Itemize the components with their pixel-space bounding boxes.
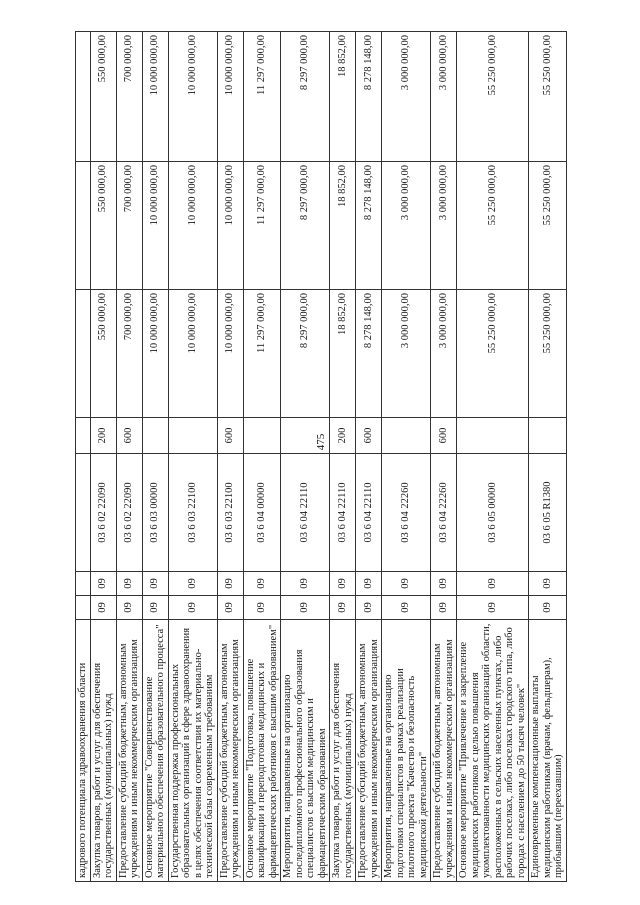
amount-year-3: 10 000 000,00 [142,32,168,162]
amount-year-3: 8 297 000,00 [281,32,330,162]
amount-year-1: 3 000 000,00 [431,290,457,418]
section-code: 09 [168,596,217,620]
target-article-code: 03 6 04 22260 [431,454,457,572]
row-name: Предоставление субсидий бюджетным, автономным учреждениям и иным некоммерческим организациям [116,620,142,882]
expense-type-code: 200 [330,418,356,454]
amount-year-2: 11 297 000,00 [243,162,281,290]
target-article-code: 03 6 05 R1380 [529,454,567,572]
amount-year-1 [76,290,91,418]
expense-type-code [76,418,91,454]
row-name: Предоставление субсидий бюджетным, автономным учреждениям и иным некоммерческим организациям [356,620,382,882]
expense-type-code [142,418,168,454]
amount-year-1: 10 000 000,00 [217,290,243,418]
row-name: Закупка товаров, работ и услуг для обеспечения государственных (муниципальных) нужд [90,620,116,882]
section-code [76,596,91,620]
amount-year-1: 18 852,00 [330,290,356,418]
target-article-code: 03 6 05 00000 [457,454,529,572]
amount-year-1: 55 250 000,00 [529,290,567,418]
budget-table [75,31,567,882]
subsection-code: 09 [243,572,281,596]
expense-type-code: 600 [116,418,142,454]
amount-year-2: 10 000 000,00 [217,162,243,290]
section-code: 09 [382,596,431,620]
subsection-code: 09 [529,572,567,596]
expense-type-code: 600 [356,418,382,454]
amount-year-1: 3 000 000,00 [382,290,431,418]
target-article-code: 03 6 04 00000 [243,454,281,572]
amount-year-3: 3 000 000,00 [382,32,431,162]
subsection-code: 09 [142,572,168,596]
expense-type-code: 600 [431,418,457,454]
amount-year-3: 700 000,00 [116,32,142,162]
subsection-code: 09 [90,572,116,596]
expense-type-code [382,418,431,454]
expense-type-code [243,418,281,454]
row-name: Основное мероприятие "Подготовка, повышение квалификации и переподготовка медицинских и фармацевтических работников с высшим образованием" [243,620,281,882]
page-number: 475 [315,433,327,451]
amount-year-1: 550 000,00 [90,290,116,418]
table-row [330,32,356,882]
amount-year-2: 55 250 000,00 [457,162,529,290]
amount-year-3: 11 297 000,00 [243,32,281,162]
amount-year-3: 8 278 148,00 [356,32,382,162]
row-name: кадрового потенциала здравоохранения области [76,620,91,882]
row-name: Государственная поддержка профессиональных образовательных организаций в сфере здравоохранения в целях обеспечения соответствия их материально-технической базы современным требованиям [168,620,217,882]
amount-year-2: 3 000 000,00 [382,162,431,290]
target-article-code: 03 6 04 22260 [382,454,431,572]
expense-type-code: 200 [90,418,116,454]
subsection-code: 09 [281,572,330,596]
amount-year-2 [76,162,91,290]
subsection-code: 09 [457,572,529,596]
subsection-code: 09 [168,572,217,596]
amount-year-1: 8 278 148,00 [356,290,382,418]
table-row [168,32,217,882]
amount-year-2: 8 278 148,00 [356,162,382,290]
table-row [116,32,142,882]
subsection-code: 09 [217,572,243,596]
row-name: Закупка товаров, работ и услуг для обеспечения государственных (муниципальных) нужд [330,620,356,882]
amount-year-1: 55 250 000,00 [457,290,529,418]
row-name: Предоставление субсидий бюджетным, автономным учреждениям и иным некоммерческим организациям [431,620,457,882]
amount-year-1: 10 000 000,00 [168,290,217,418]
amount-year-2: 700 000,00 [116,162,142,290]
amount-year-3: 18 852,00 [330,32,356,162]
subsection-code: 09 [382,572,431,596]
amount-year-2: 55 250 000,00 [529,162,567,290]
row-name: Мероприятия, направленные на организацию подготовки специалистов в рамках реализации пилотного проекта "Качество и безопасность медицинской деятельности" [382,620,431,882]
amount-year-1: 10 000 000,00 [142,290,168,418]
table-row [457,32,529,882]
amount-year-1: 11 297 000,00 [243,290,281,418]
table-row [382,32,431,882]
target-article-code: 03 6 03 22100 [168,454,217,572]
target-article-code: 03 6 02 22090 [116,454,142,572]
table-row [356,32,382,882]
amount-year-3: 55 250 000,00 [457,32,529,162]
amount-year-3: 10 000 000,00 [217,32,243,162]
target-article-code: 03 6 04 22110 [330,454,356,572]
target-article-code: 03 6 03 22100 [217,454,243,572]
row-name: Предоставление субсидий бюджетным, автономным учреждениям и иным некоммерческим организациям [217,620,243,882]
amount-year-3: 550 000,00 [90,32,116,162]
subsection-code: 09 [116,572,142,596]
row-name: Мероприятия, направленные на организацию последипломного профессионального образования специалистов с высшим медицинским и фармацевтическим образованием [281,620,330,882]
target-article-code: 03 6 02 22090 [90,454,116,572]
amount-year-2: 8 297 000,00 [281,162,330,290]
target-article-code: 03 6 04 22110 [356,454,382,572]
subsection-code: 09 [330,572,356,596]
amount-year-3: 3 000 000,00 [431,32,457,162]
section-code: 09 [281,596,330,620]
table-row [431,32,457,882]
section-code: 09 [457,596,529,620]
budget-table-wrapper [75,32,635,882]
amount-year-2: 10 000 000,00 [168,162,217,290]
table-row [529,32,567,882]
section-code: 09 [90,596,116,620]
expense-type-code [529,418,567,454]
amount-year-2: 18 852,00 [330,162,356,290]
amount-year-2: 3 000 000,00 [431,162,457,290]
subsection-code: 09 [356,572,382,596]
expense-type-code: 600 [217,418,243,454]
row-name: Единовременные компенсационные выплаты медицинским работникам (врачам, фельдшерам), прибывшим (переехавшим) [529,620,567,882]
row-name: Основное мероприятие "Привлечение и закрепление медицинских работников с целью повышения укомплектованности медицинских организаций области, расположенных в сельских населенных пунктах, либо рабочих поселках, либо поселках городского типа, либо городах с населением до 50 тысяч человек" [457,620,529,882]
amount-year-1: 700 000,00 [116,290,142,418]
table-row [76,32,91,882]
expense-type-code [281,418,330,454]
target-article-code: 03 6 04 22110 [281,454,330,572]
table-row [243,32,281,882]
budget-table-body [76,32,567,882]
expense-type-code [168,418,217,454]
section-code: 09 [243,596,281,620]
amount-year-3: 55 250 000,00 [529,32,567,162]
amount-year-2: 10 000 000,00 [142,162,168,290]
section-code: 09 [330,596,356,620]
section-code: 09 [116,596,142,620]
table-row [90,32,116,882]
section-code: 09 [142,596,168,620]
target-article-code [76,454,91,572]
section-code: 09 [529,596,567,620]
expense-type-code [457,418,529,454]
amount-year-3: 10 000 000,00 [168,32,217,162]
table-row [142,32,168,882]
amount-year-1: 8 297 000,00 [281,290,330,418]
target-article-code: 03 6 03 00000 [142,454,168,572]
subsection-code: 09 [431,572,457,596]
amount-year-2: 550 000,00 [90,162,116,290]
section-code: 09 [217,596,243,620]
section-code: 09 [431,596,457,620]
table-row [281,32,330,882]
amount-year-3 [76,32,91,162]
rotated-page [75,32,640,882]
subsection-code [76,572,91,596]
table-row [217,32,243,882]
section-code: 09 [356,596,382,620]
row-name: Основное мероприятие "Совершенствование материального обеспечения образовательного процесса" [142,620,168,882]
